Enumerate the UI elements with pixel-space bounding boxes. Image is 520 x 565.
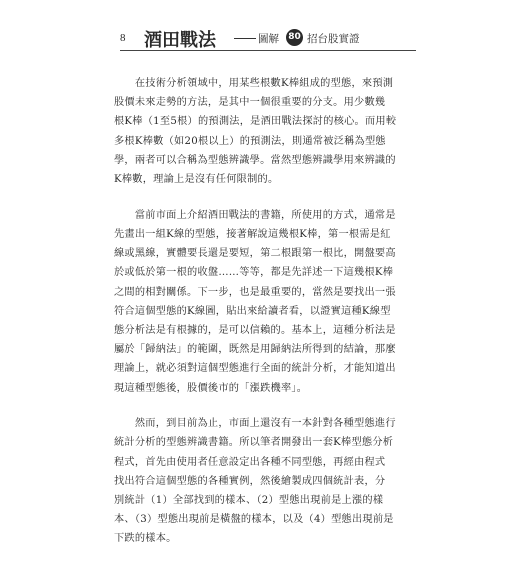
text-line: 理論上，就必須對這個型態進行全面的統計分析，才能知道出 xyxy=(114,363,396,375)
text-line: 符合這個型態的K線圖，貼出來給讀者看，以證實這種K線型 xyxy=(114,305,391,317)
text-line: 態分析法是有根據的，是可以信賴的。基本上，這種分析法是 xyxy=(114,324,396,336)
text-line: 現這種型態後，股價後市的「漲跌機率」。 xyxy=(114,382,308,394)
text-line: 根K棒（1至5根）的預測法，是酒田戰法探討的核心。而用較 xyxy=(114,116,397,128)
text-line: 下跌的樣本。 xyxy=(114,533,177,545)
book-subtitle-suffix: 招台股實證 xyxy=(307,33,360,45)
text-line: 找出符合這個型態的各種實例，然後繪製成四個統計表，分 xyxy=(114,475,386,487)
header-rule xyxy=(120,50,416,51)
text-line: 學，兩者可以合稱為型態辨識學。當然型態辨識學用來辨識的 xyxy=(114,154,396,166)
paragraph-2 xyxy=(114,206,412,398)
text-line: 然而，到目前為止，市面上還沒有一本針對各種型態進行 xyxy=(114,418,396,430)
text-line: 先畫出一組K線的型態，接著解說這幾根K棒，第一根需是紅 xyxy=(114,228,391,240)
text-line: 股價未來走勢的方法，是其中一個很重要的分支。用少數幾 xyxy=(114,97,386,109)
book-title: 酒田戰法 xyxy=(144,30,216,51)
running-header xyxy=(120,28,420,50)
body-text xyxy=(114,74,412,565)
text-line: K棒數，理論上是沒有任何限制的。 xyxy=(114,174,279,186)
number-badge: 80 xyxy=(286,29,303,46)
text-line: 於或低於第一根的收盤……等等，都是先詳述一下這幾根K棒 xyxy=(114,267,394,279)
page-number: 8 xyxy=(120,32,126,44)
text-line: 線或黑線，實體要長還是要短，第二根跟第一根比，開盤要高 xyxy=(114,248,396,260)
text-line: 多根K棒數（如20根以上）的預測法，則通常被泛稱為型態 xyxy=(114,135,386,147)
text-line: 在技術分析領域中，用某些根數K棒組成的型態，來預測 xyxy=(114,78,394,89)
text-line: 別統計（1）全部找到的樣本、（2）型態出現前是上漲的樣 xyxy=(114,495,384,507)
text-line: 之間的相對關係。下一步，也是最重要的，當然是要找出一張 xyxy=(114,286,396,298)
paragraph-1 xyxy=(114,74,412,189)
title-dash xyxy=(234,38,256,39)
paragraph-3 xyxy=(114,414,412,548)
text-line: 本、（3）型態出現前是橫盤的樣本，以及（4）型態出現前是 xyxy=(114,514,394,526)
text-line: 屬於「歸納法」的範圍，既然是用歸納法所得到的結論，那麼 xyxy=(114,344,396,356)
text-line: 當前市面上介紹酒田戰法的書籍，所使用的方式，通常是 xyxy=(114,209,396,221)
text-line: 統計分析的型態辨識書籍。所以筆者開發出一套K棒型態分析 xyxy=(114,437,394,449)
text-line: 程式，首先由使用者任意設定出各種不同型態，再經由程式 xyxy=(114,456,386,468)
book-subtitle-prefix: 圖解 xyxy=(258,33,279,45)
